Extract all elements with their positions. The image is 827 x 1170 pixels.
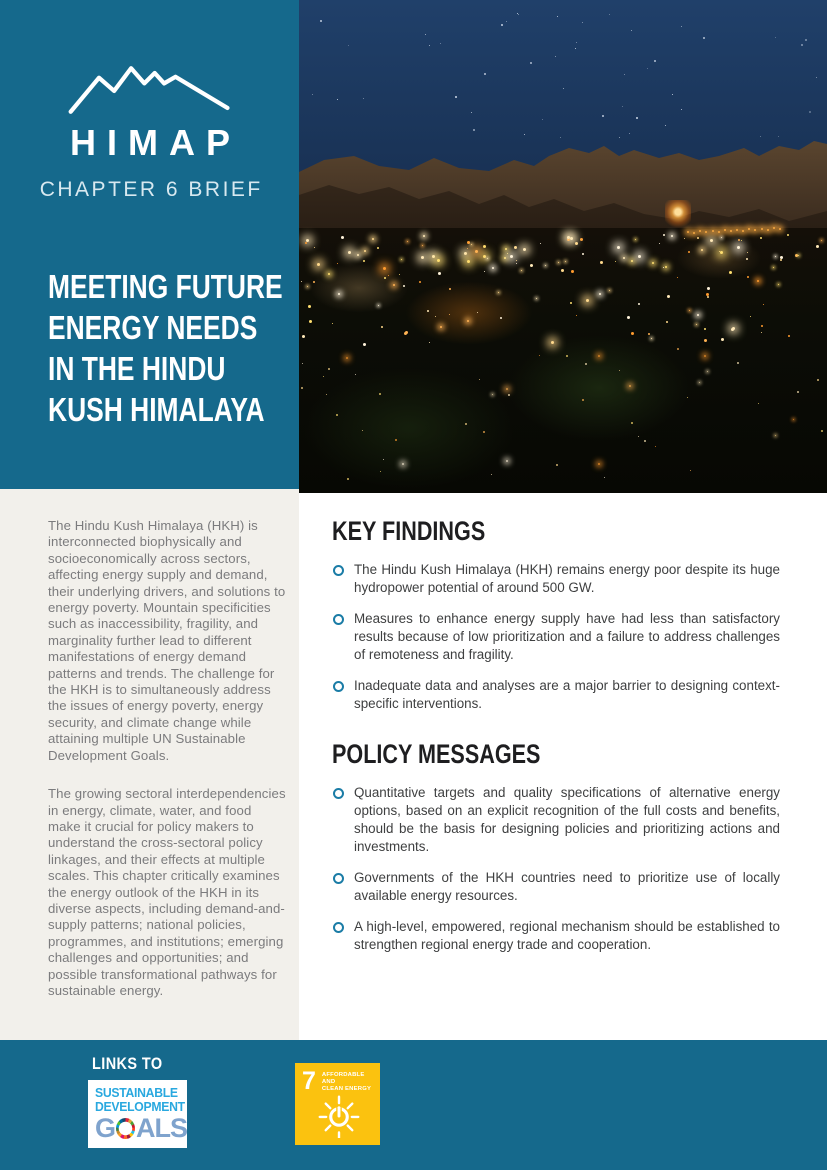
light-dot	[703, 37, 705, 39]
light-dot	[635, 239, 636, 240]
light-dot	[542, 119, 543, 120]
bullet-ring-icon	[333, 873, 344, 884]
intro-panel	[0, 489, 299, 1040]
light-dot	[545, 265, 546, 266]
intro-paragraph: The Hindu Kush Himalaya (HKH) is interconnected biophysically and socioeconomically across sectors, affecting energy supply and demand, their underlying drivers, and solutions to energy poverty. Mountain specificities such as inaccessibility, fragility, and marginality further lead to different manifestations of energy demand patterns and trends. The challenge for the HKH is to simultaneously address the issues of energy poverty, energy security, and climate change while attaining multiple UN Sustainable Development Goals.	[48, 518, 286, 763]
title-line: IN THE HINDU	[48, 350, 226, 387]
links-to-label: LINKS TO	[92, 1054, 163, 1073]
light-dot	[742, 230, 744, 232]
title-line: MEETING FUTURE	[48, 268, 283, 305]
sdg7-header	[302, 1069, 375, 1093]
key-findings-heading: KEY FINDINGS	[332, 516, 486, 546]
light-dot	[665, 266, 667, 268]
himap-logo	[25, 60, 275, 202]
light-dot	[558, 262, 559, 263]
light-dot	[775, 435, 776, 436]
light-dot	[704, 355, 706, 357]
light-dot	[575, 242, 578, 245]
sdg-logo-word: DEVELOPMENT	[95, 1099, 185, 1114]
light-dot	[561, 269, 564, 272]
bullet-ring-icon	[333, 922, 344, 933]
light-dot	[666, 321, 668, 323]
sdg7-label	[322, 1072, 375, 1092]
light-dot	[659, 243, 660, 244]
light-dot	[586, 299, 589, 302]
light-dot	[571, 270, 574, 273]
light-dot	[563, 88, 564, 89]
bullet-ring-icon	[333, 681, 344, 692]
light-dot	[514, 246, 517, 249]
light-dot	[689, 310, 690, 311]
sdg7-label-line: CLEAN ENERGY	[321, 1085, 372, 1092]
light-dot	[437, 259, 440, 262]
light-dot	[341, 236, 344, 239]
light-dot	[816, 245, 819, 248]
light-dot	[467, 260, 470, 263]
light-dot	[741, 240, 742, 241]
light-dot	[465, 423, 467, 425]
light-dot	[582, 399, 584, 401]
light-dot	[555, 56, 556, 57]
list-item	[332, 869, 780, 905]
list-item	[332, 784, 780, 856]
light-dot	[629, 133, 630, 134]
light-dot	[317, 263, 320, 266]
sdg-wheel-icon	[116, 1118, 135, 1139]
light-dot	[761, 228, 763, 230]
light-dot	[631, 332, 634, 335]
bullet-text: The Hindu Kush Himalaya (HKH) remains energy poor despite its huge hydropower potential of around 500 GW.	[354, 562, 780, 595]
list-item	[332, 561, 780, 597]
himap-logo-text: HIMAP	[70, 122, 241, 163]
light-dot	[697, 314, 699, 316]
light-dot	[817, 379, 819, 381]
light-dot	[483, 245, 486, 248]
sdg-logo-word: SUSTAINABLE	[95, 1086, 178, 1100]
light-dot	[712, 230, 714, 232]
light-dot	[432, 255, 435, 258]
light-dot	[690, 470, 691, 471]
light-dot	[302, 335, 305, 338]
light-dot	[530, 62, 532, 64]
mountain-logo-icon	[65, 60, 235, 120]
light-dot	[779, 228, 781, 230]
light-dot	[326, 394, 327, 395]
light-dot	[737, 246, 740, 249]
light-dot	[484, 73, 486, 75]
sun-power-icon	[317, 1094, 361, 1138]
light-dot	[479, 379, 480, 380]
city-night-lights	[299, 228, 827, 493]
light-dot	[427, 310, 429, 312]
light-dot	[687, 231, 689, 233]
light-dot	[473, 129, 475, 131]
intro-paragraph: The growing sectoral interdependencies in energy, climate, water, and food make it crucial for policy makers to understand the cross-sectoral policy linkages, and their effects at multiple scales. This chapter critically examines the energy outlook of the HKH in its diverse aspects, including demand-and-supply patterns; national policies, programmes, and institutions; emerging challenges and opportunities; and possible transformational pathways for sustainable energy.	[48, 786, 286, 998]
page-title	[48, 266, 298, 430]
sdg-goals-word	[95, 1115, 187, 1142]
bullet-text: Inadequate data and analyses are a major barrier to designing context-specific interventions.	[354, 678, 780, 711]
key-findings-list	[332, 561, 780, 713]
light-dot	[631, 260, 633, 262]
light-dot	[763, 304, 764, 305]
light-dot	[570, 302, 572, 304]
list-item	[332, 677, 780, 713]
light-dot	[576, 315, 577, 316]
light-dot	[710, 239, 713, 242]
sdg7-tile	[295, 1063, 380, 1145]
light-dot	[636, 117, 638, 119]
chapter-label: CHAPTER 6 BRIEF	[39, 178, 263, 201]
light-dot	[805, 39, 807, 41]
light-dot	[551, 341, 554, 344]
light-dot	[627, 316, 630, 319]
light-dot	[747, 276, 749, 278]
footer	[0, 1040, 827, 1170]
light-dot	[523, 248, 526, 251]
light-dot	[419, 281, 421, 283]
light-dot	[721, 338, 724, 341]
light-dot	[492, 267, 494, 269]
light-dot	[363, 343, 366, 346]
light-dot	[487, 258, 488, 259]
light-dot	[681, 109, 682, 110]
title-line: ENERGY NEEDS	[48, 309, 258, 346]
light-dot	[582, 253, 584, 255]
light-dot	[638, 255, 641, 258]
light-dot	[475, 250, 478, 253]
list-item	[332, 610, 780, 664]
light-dot	[693, 232, 695, 234]
light-dot	[508, 394, 510, 396]
light-dot	[738, 239, 740, 241]
light-dot	[379, 393, 381, 395]
light-dot	[638, 303, 640, 305]
light-dot	[585, 363, 587, 365]
light-dot	[435, 316, 436, 317]
light-dot	[407, 241, 408, 242]
sdg7-label-line: AFFORDABLE AND	[321, 1072, 365, 1085]
light-dot	[305, 242, 307, 244]
bullet-text: Governments of the HKH countries need to prioritize use of locally available energy resources.	[354, 870, 780, 903]
light-dot	[337, 263, 338, 264]
bullet-ring-icon	[333, 614, 344, 625]
light-dot	[348, 251, 351, 254]
light-dot	[718, 231, 720, 233]
light-dot	[570, 237, 573, 240]
light-dot	[363, 260, 365, 262]
light-dot	[348, 45, 349, 46]
light-dot	[395, 439, 397, 441]
light-dot	[308, 305, 311, 308]
policy-messages-heading: POLICY MESSAGES	[332, 739, 541, 769]
sdg7-number: 7	[302, 1067, 316, 1095]
main-content	[299, 493, 827, 1040]
policy-messages-list	[332, 784, 780, 954]
light-dot	[617, 246, 620, 249]
light-dot	[707, 371, 708, 372]
light-dot	[654, 60, 656, 62]
light-dot	[631, 422, 633, 424]
light-dot	[677, 348, 679, 350]
light-dot	[381, 326, 383, 328]
light-dot	[699, 382, 700, 383]
light-dot	[687, 397, 688, 398]
bullet-text: Measures to enhance energy supply have had less than satisfactory results because of low prioritization and a failure to address challenges of remoteness and fragility.	[354, 611, 780, 662]
light-dot	[429, 342, 430, 343]
sdg-goals-logo	[88, 1080, 187, 1148]
bullet-text: A high-level, empowered, regional mechanism should be established to strengthen regional energy trade and cooperation.	[354, 919, 780, 952]
light-dot	[455, 96, 457, 98]
light-dot	[672, 94, 673, 95]
light-dot	[681, 26, 682, 27]
light-dot	[729, 271, 732, 274]
light-dot	[665, 125, 666, 126]
light-dot	[638, 436, 639, 437]
light-dot	[314, 247, 315, 248]
title-line: KUSH HIMALAYA	[48, 391, 265, 428]
light-dot	[471, 112, 472, 113]
bullet-ring-icon	[333, 788, 344, 799]
light-dot	[404, 332, 407, 335]
light-dot	[464, 252, 467, 255]
monastery-lights	[665, 200, 691, 230]
light-dot	[629, 385, 631, 387]
light-dot	[422, 245, 423, 246]
list-item	[332, 918, 780, 954]
light-dot	[767, 229, 769, 231]
bullet-text: Quantitative targets and quality specifications of alternative energy options, based on an explicit recognition of the full costs and benefits, should be the basis for designing policies and prioritizing actions and investments.	[354, 785, 780, 854]
bullet-ring-icon	[333, 565, 344, 576]
light-dot	[567, 236, 570, 239]
light-dot	[797, 391, 799, 393]
light-dot	[438, 272, 441, 275]
light-dot	[500, 317, 502, 319]
hero-photo	[299, 0, 827, 493]
light-dot	[778, 284, 779, 285]
light-dot	[736, 229, 738, 231]
goals-letter: G	[95, 1113, 116, 1143]
brand-panel	[0, 0, 299, 489]
light-dot	[449, 288, 451, 290]
light-dot	[566, 355, 568, 357]
goals-letters: ALS	[136, 1113, 187, 1143]
